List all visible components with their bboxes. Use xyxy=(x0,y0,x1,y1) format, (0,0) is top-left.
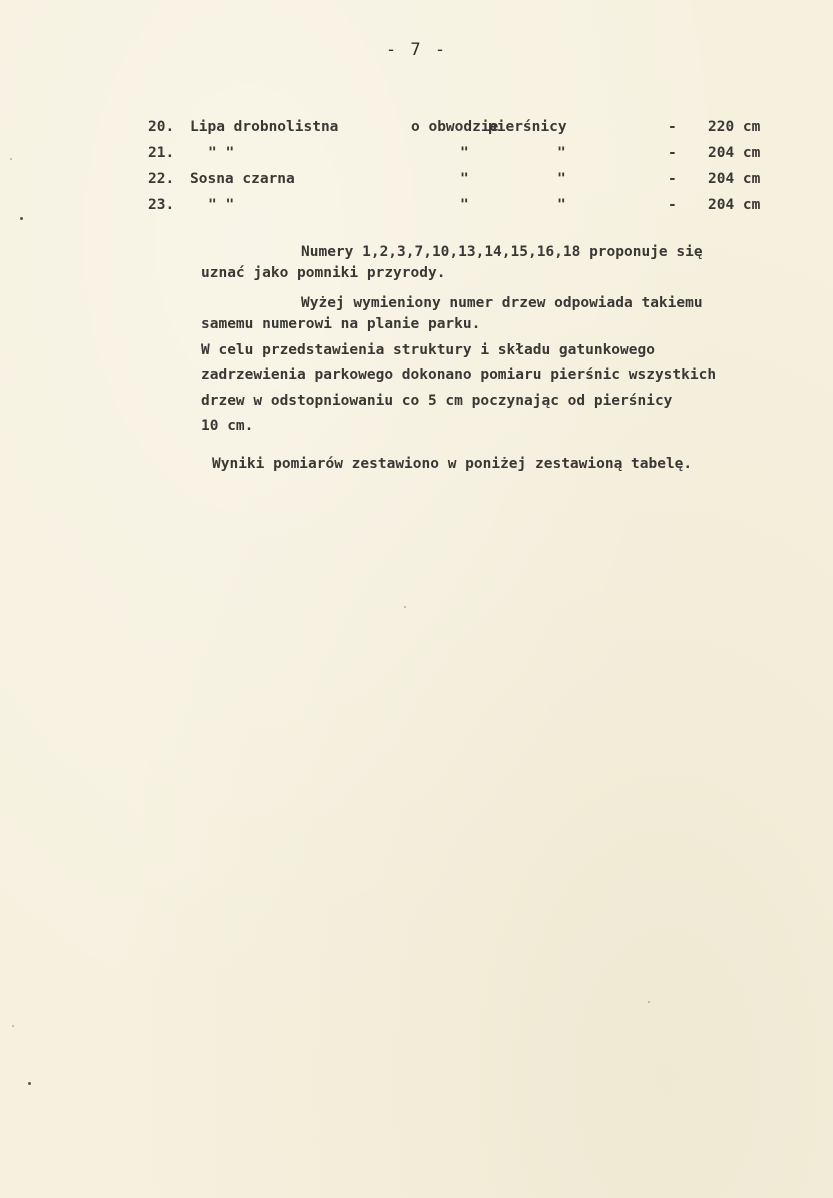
measurement-label: " xyxy=(557,171,566,187)
table-row xyxy=(148,116,788,138)
row-number: 23. xyxy=(148,197,175,213)
row-number: 20. xyxy=(148,119,175,135)
paper-speck xyxy=(12,1025,14,1027)
paper-speck xyxy=(404,606,406,608)
measurement-label: " xyxy=(557,145,566,161)
paragraph-line: 10 cm. xyxy=(201,418,254,434)
measurement-value: 204 cm xyxy=(708,171,761,187)
tree-name: " " xyxy=(208,197,235,213)
row-number: 22. xyxy=(148,171,175,187)
measurement-label: " xyxy=(460,197,469,213)
paper-speck xyxy=(10,158,12,160)
paragraph-line: Numery 1,2,3,7,10,13,14,15,16,18 proponuje się xyxy=(301,244,703,260)
measurement-label: " xyxy=(557,197,566,213)
measurement-label: pierśnicy xyxy=(488,119,567,135)
measurement-label: " xyxy=(460,145,469,161)
dash: - xyxy=(668,197,677,213)
measurement-label: o obwodzie xyxy=(411,119,499,135)
measurement-value: 204 cm xyxy=(708,145,761,161)
dash: - xyxy=(668,145,677,161)
tree-name: Sosna czarna xyxy=(190,171,295,187)
paragraph-line: drzew w odstopniowaniu co 5 cm poczynając od pierśnicy xyxy=(201,393,673,409)
paragraph-line: samemu numerowi na planie parku. xyxy=(201,316,481,332)
measurement-label: " xyxy=(460,171,469,187)
paragraph-line: W celu przedstawienia struktury i składu gatunkowego xyxy=(201,342,655,358)
measurement-value: 220 cm xyxy=(708,119,761,135)
tree-name: " " xyxy=(208,145,235,161)
paragraph-line: uznać jako pomniki przyrody. xyxy=(201,265,446,281)
dash: - xyxy=(668,171,677,187)
table-row xyxy=(148,194,788,216)
tree-name: Lipa drobnolistna xyxy=(190,119,339,135)
scan-mark xyxy=(20,217,23,220)
paragraph-line: Wyniki pomiarów zestawiono w poniżej zestawioną tabelę. xyxy=(212,456,693,472)
paragraph-line: Wyżej wymieniony numer drzew odpowiada takiemu xyxy=(301,295,703,311)
paragraph-line: zadrzewienia parkowego dokonano pomiaru pierśnic wszystkich xyxy=(201,367,717,383)
paper-speck xyxy=(648,1001,650,1003)
table-row xyxy=(148,142,788,164)
measurement-value: 204 cm xyxy=(708,197,761,213)
row-number: 21. xyxy=(148,145,175,161)
page-number: - 7 - xyxy=(385,40,448,60)
table-row xyxy=(148,168,788,190)
scan-mark xyxy=(28,1082,31,1085)
dash: - xyxy=(668,119,677,135)
